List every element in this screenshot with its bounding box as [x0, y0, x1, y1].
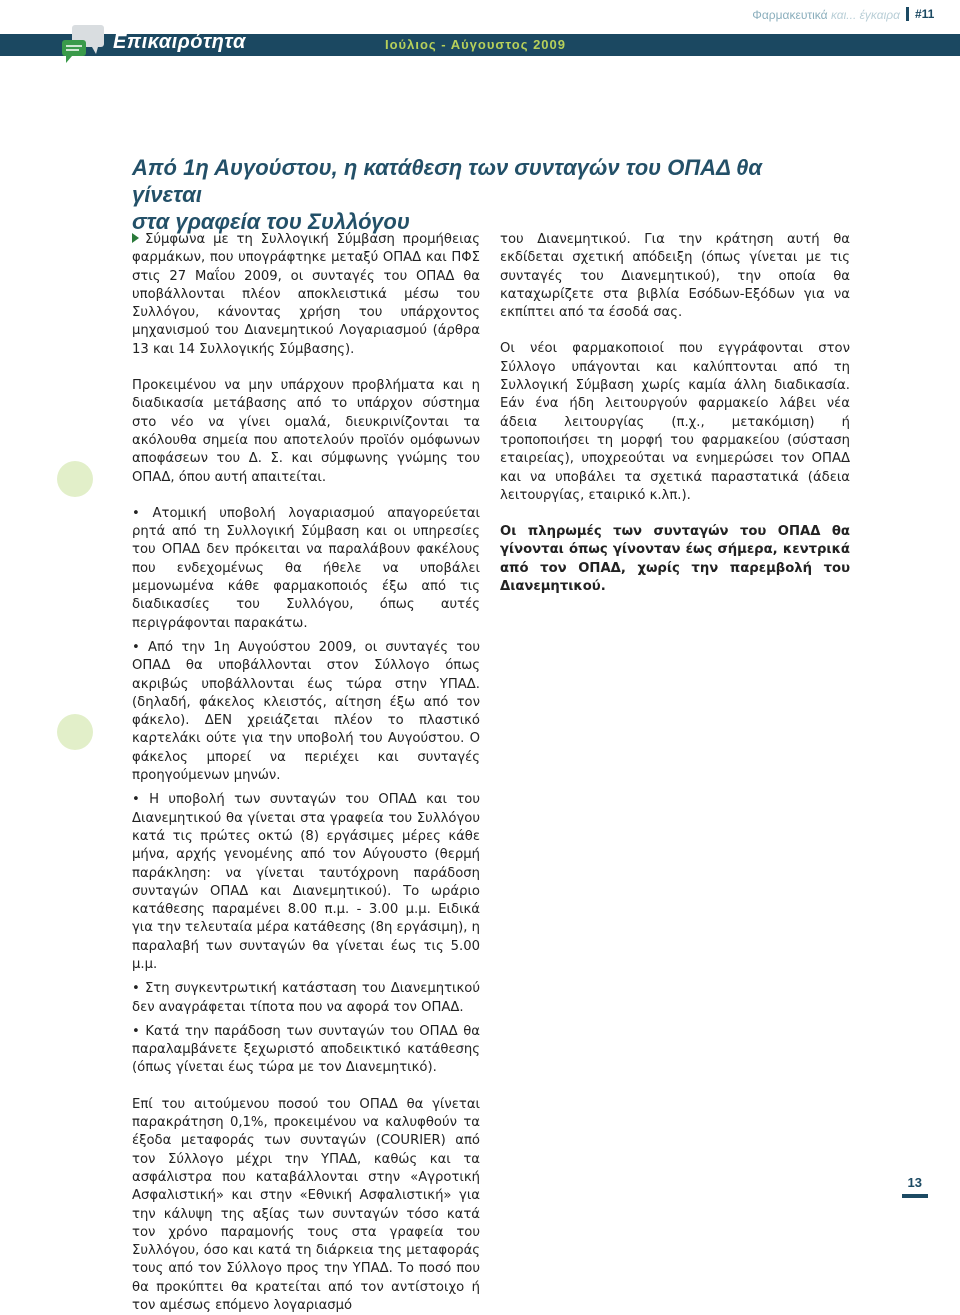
section-band [0, 31, 960, 56]
page-number: 13 [907, 1175, 922, 1190]
list-item: • Η υποβολή των συνταγών του ΟΠΑΔ και του Διανεμητικού θα γίνεται στα γραφεία του Συλλόγου κατά τις πρώτες οκτώ (8) εργάσιμες μέρες κάθε μήνα, αρχής γενομένης από τον Αύγουστο (θερμή παράκληση: να γίνεται ταυτόχρονη παράδοση συνταγών ΟΠΑΔ και Διανεμητικού). Το ωράριο κατάθεσης παραμένει 8.00 π.μ. - 3.00 μ.μ. Ειδικά για την τελευταία μέρα κατάθεσης (8η εργάσιμη), η παραλαβή των συνταγών θα γίνεται έως τις 5.00 μ.μ. [132, 792, 480, 972]
section-title: Επικαιρότητα [113, 31, 246, 53]
magazine-header [752, 7, 935, 22]
paragraph: Οι νέοι φαρμακοποιοί που εγγράφονται στον Σύλλογο υπάγονται και καλύπτονται από τη Συλλογική Σύμβαση χωρίς καμία άλλη διαδικασία. Εάν ένα ήδη λειτουργούν φαρμακείο λάβει νέα άδεια λειτουργίας (π.χ., μετακόμιση) ή τροποποιήσει τη μορφή του φαρμακείου (σύσταση εταιρείας), υποχρεούται να ενημερώσει τον ΟΠΑΔ και να υποβάλει τα σχετικά παραστατικά (άδεια λειτουργίας, εταιρικό κ.λπ.). [500, 341, 850, 503]
list-item: • Στη συγκεντρωτική κατάσταση του Διανεμητικού δεν αναγράφεται τίποτα που να αφορά τον ΟΠΑΔ. [132, 981, 480, 1015]
speech-bubbles-icon [60, 24, 106, 64]
magazine-name-faded: και... έγκαιρα [830, 8, 900, 22]
paragraph: Προκειμένου να μην υπάρχουν προβλήματα και η διαδικασία μετάβασης από το υπάρχον σύστημα στο νέο να γίνει ομαλά, διευκρινίζονται τα ακόλουθα σημεία που αποτελούν προϊόν ομόφωνων αποφάσεων του Δ. Σ. και σύμφωνης γνώμης του ΟΠΑΔ, όπου αυτή απαιτείται. [132, 378, 480, 485]
magazine-name: Φαρμακευτικά [752, 8, 828, 22]
decorative-circle [57, 714, 93, 750]
list-item: • Ατομική υποβολή λογαριασμού απαγορεύεται ρητά από τη Συλλογική Σύμβαση και οι υπηρεσίες του ΟΠΑΔ δεν πρόκειται να παραλάβουν φακέλους που ενδεχομένως θα ήθελε να υποβάλει μεμονωμένα κάθε φαρμακοποιός έξω από τις διαδικασίες του Συλλόγου, όπως αυτές περιγράφονται παρακάτω. [132, 505, 480, 631]
paragraph: Επί του αιτούμενου ποσού του ΟΠΑΔ θα γίνεται παρακράτηση 0,1%, προκειμένου να καλυφθούν τα έξοδα μεταφοράς των συνταγών (COURIER) από τον Σύλλογο μέχρι την ΥΠΑΔ, καθώς και τα ασφάλιστρα που καταβάλλονται στην «Αγροτική Ασφαλιστική» και στην «Εθνική Ασφαλιστική» για την κάλυψη της αξίας των συνταγών τόσο κατά τον χρόνο παραμονής τους στα γραφεία του Συλλόγου, όσο και κατά τη διάρκεια της μεταφοράς τους από τον Σύλλογο προς την ΥΠΑΔ. Το ποσό που θα προκύπτει θα κρατείται από τον αντίστοιχο ή τον αμέσως επόμενο λογαριασμό [132, 1096, 480, 1314]
triangle-bullet-icon [132, 233, 139, 243]
article-headline [132, 154, 832, 235]
headline-line-2: στα γραφεία του Συλλόγου [132, 209, 410, 234]
article-column-left [132, 231, 480, 1315]
list-item: • Κατά την παράδοση των συνταγών του ΟΠΑΔ θα παραλαμβάνετε ξεχωριστό αποδεικτικό κατάθεσης (όπως γίνεται έως τώρα με τον Διανεμητικό). [132, 1023, 480, 1076]
paragraph: Σύμφωνα με τη Συλλογική Σύμβαση προμήθειας φαρμάκων, που υπογράφτηκε μεταξύ ΟΠΑΔ και ΠΦΣ στις 27 Μαΐου 2009, οι συνταγές του ΟΠΑΔ θα υποβάλλονται πλέον αποκλειστικά μέσω του Συλλόγου, κάνοντας χρήση του υπάρχοντος μηχανισμού του Διανεμητικού Λογαριασμού (άρθρα 13 και 14 Συλλογικής Σύμβασης). [132, 232, 480, 357]
paragraph: του Διανεμητικού. Για την κράτηση αυτή θα εκδίδεται σχετική απόδειξη (όπως γίνεται με τις συνταγές του Διανεμητικού), την οποία θα καταχωρίζετε στα βιβλία Εσόδων-Εξόδων για να εκπίπτει από τα έσοδά σας. [500, 232, 850, 321]
issue-number: #11 [906, 7, 934, 21]
decorative-circle [57, 461, 93, 497]
issue-date: Ιούλιος - Αύγουστος 2009 [385, 37, 566, 52]
list-item: • Από την 1η Αυγούστου 2009, οι συνταγές του ΟΠΑΔ θα υποβάλλονται στον Σύλλογο όπως ακριβώς υποβάλλονται έως τώρα στην ΥΠΑΔ. (δηλαδή, φάκελος κλειστός, αίτηση έξω από τον φάκελο). ΔΕΝ χρειάζεται πλέον το πλαστικό καρτελάκι ούτε για την υποβολή του Αυγούστου. Ο φάκελος μπορεί να περιέχει και συνταγές προηγούμενων μηνών. [132, 639, 480, 784]
headline-line-1: Από 1η Αυγούστου, η κατάθεση των συνταγών του ΟΠΑΔ θα γίνεται [132, 155, 763, 207]
paragraph-bold: Οι πληρωμές των συνταγών του ΟΠΑΔ θα γίνονται όπως γίνονταν έως σήμερα, κεντρικά από τον ΟΠΑΔ, χωρίς την παρεμβολή του Διανεμητικού. [500, 524, 850, 595]
article-column-right [500, 231, 850, 596]
